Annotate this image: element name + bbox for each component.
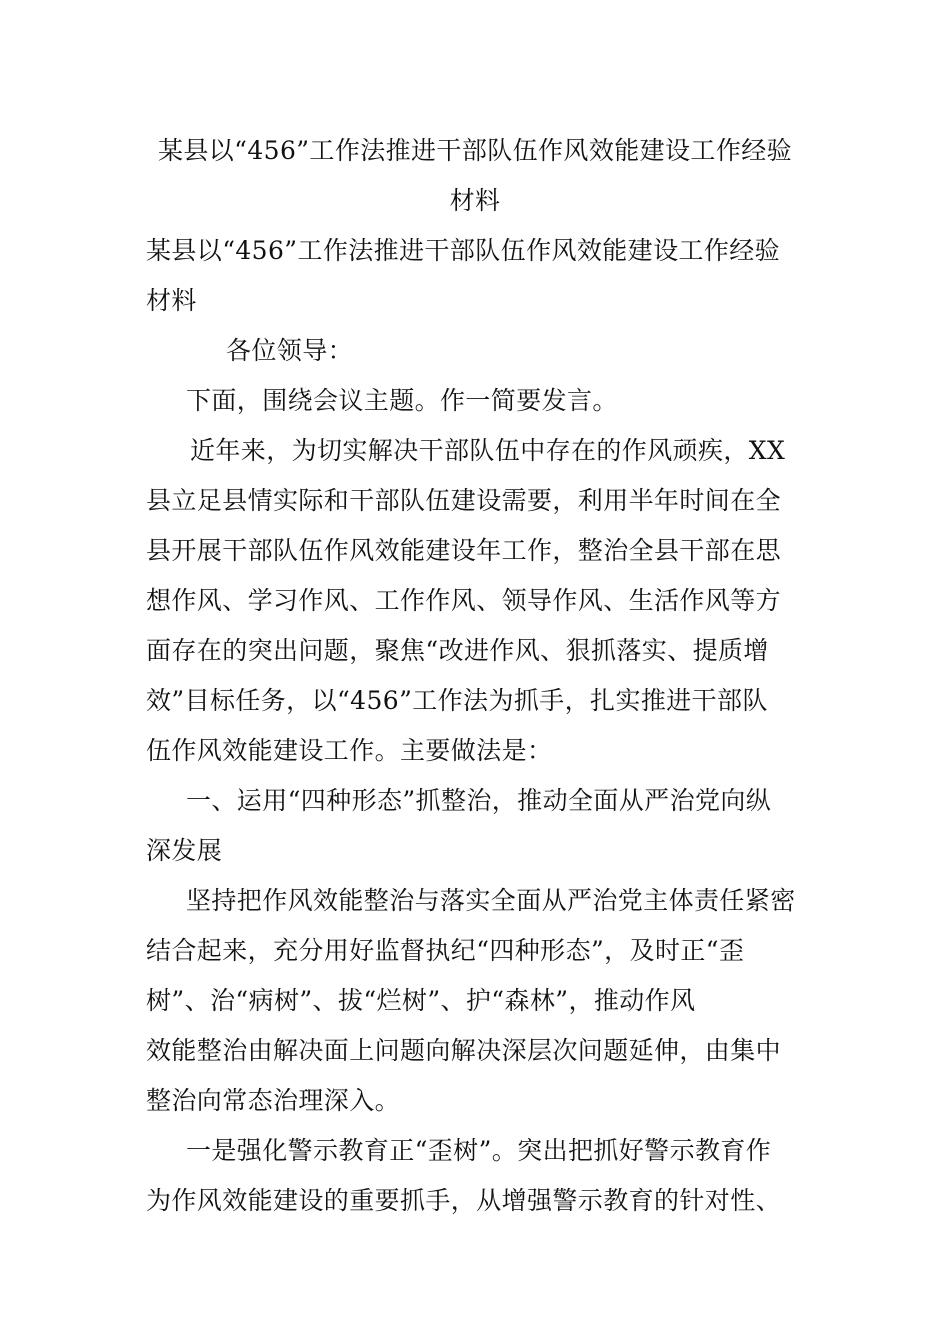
heading-1-line: 一、运用“四种形态”抓整治，推动全面从严治党向纵 [186,786,772,815]
paragraph-1-line: 面存在的突出问题，聚焦“改进作风、狠抓落实、提质增 [146,636,769,665]
paragraph-1-line: 伍作风效能建设工作。主要做法是： [146,736,553,765]
paragraph-1-line: 效”目标任务，以“456”工作法为抓手，扎实推进干部队 [146,686,768,715]
paragraph-1-line: 近年来，为切实解决干部队伍中存在的作风顽疾，XX [190,436,786,465]
paragraph-2-line: 整治向常态治理深入。 [146,1086,401,1115]
salutation: 各位领导： [226,336,354,365]
intro-sentence: 下面，围绕会议主题。作一简要发言。 [186,386,618,415]
paragraph-3-line: 为作风效能建设的重要抓手，从增强警示教育的针对性、 [146,1186,782,1215]
paragraph-2-line: 坚持把作风效能整治与落实全面从严治党主体责任紧密 [186,886,796,915]
paragraph-1-line: 想作风、学习作风、工作作风、领导作风、生活作风等方 [146,586,782,615]
document-title-line-2: 材料 [449,186,501,215]
document-title-line-1: 某县以“456”工作法推进干部队伍作风效能建设工作经验 [157,136,793,165]
paragraph-3-line: 一是强化警示教育正“歪树”。突出把抓好警示教育作 [186,1136,772,1165]
subtitle-line-1: 某县以“456”工作法推进干部队伍作风效能建设工作经验 [146,236,781,265]
subtitle-line-2: 材料 [146,286,197,315]
heading-1-line: 深发展 [146,836,223,865]
paragraph-1-line: 县立足县情实际和干部队伍建设需要，利用半年时间在全 [146,486,782,515]
paragraph-2-line: 效能整治由解决面上问题向解决深层次问题延伸，由集中 [146,1036,782,1065]
paragraph-2-line: 树”、治“病树”、拔“烂树”、护“森林”，推动作风 [146,986,696,1015]
paragraph-1-line: 县开展干部队伍作风效能建设年工作，整治全县干部在思 [146,536,782,565]
paragraph-2-line: 结合起来，充分用好监督执纪“四种形态”，及时正“歪 [146,936,745,965]
